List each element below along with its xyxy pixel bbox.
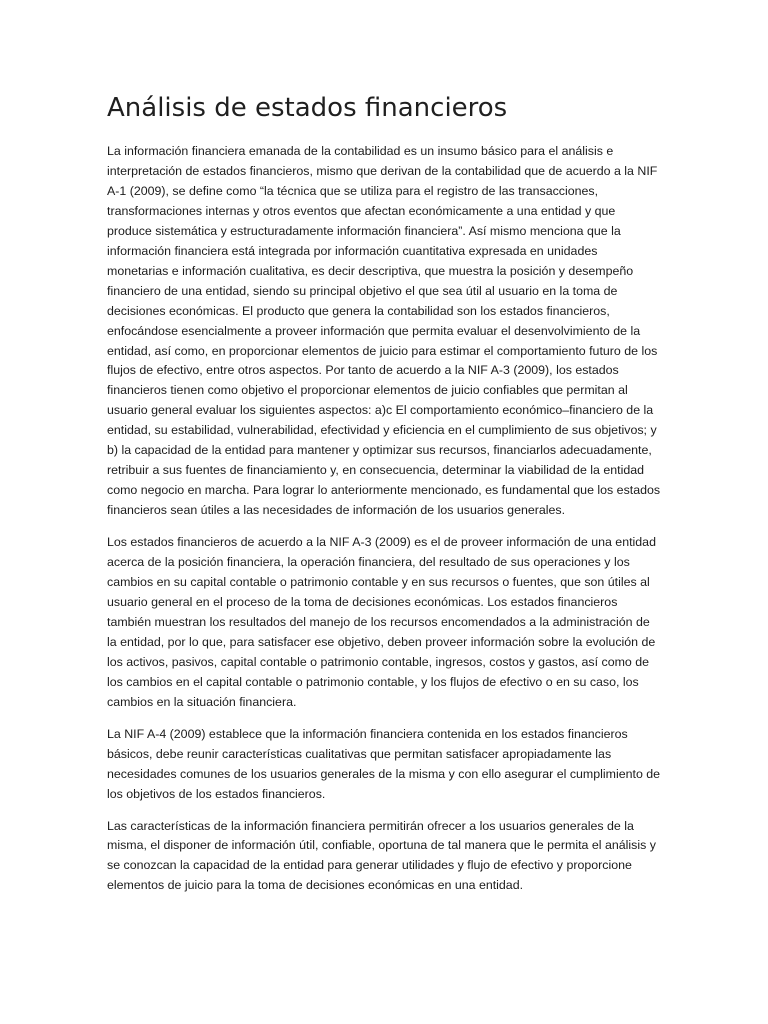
paragraph-3: La NIF A-4 (2009) establece que la información financiera contenida en los estados financieros básicos, debe reunir características cualitativas que permitan satisfacer apropiadamente las necesidades comunes de los usuarios generales de la misma y con ello asegurar el cumplimiento de los objetivos de los estados financieros.	[107, 726, 661, 801]
document-body	[107, 88, 661, 908]
paragraph-1: La información financiera emanada de la contabilidad es un insumo básico para el análisis e interpretación de estados financieros, mismo que derivan de la contabilidad que de acuerdo a la NIF A-1 (2009), se define como “la técnica que se utiliza para el registro de las transacciones, transformaciones internas y otros eventos que afectan económicamente a una entidad y que produce sistemática y estructuradamente información financiera”. Así mismo menciona que la información financiera está integrada por información cuantitativa expresada en unidades monetarias e información cualitativa, es decir descriptiva, que muestra la posición y desempeño financiero de una entidad, siendo su principal objetivo el que sea útil al usuario en la toma de decisiones económicas. El producto que genera la contabilidad son los estados financieros, enfocándose esencialmente a proveer información que permita evaluar el desenvolvimiento de la entidad, así como, en proporcionar elementos de juicio para estimar el comportamiento futuro de los flujos de efectivo, entre otros aspectos. Por tanto de acuerdo a la NIF A-3 (2009), los estados financieros tienen como objetivo el proporcionar elementos de juicio confiables que permitan al usuario general evaluar los siguientes aspectos: a)c El comportamiento económico–financiero de la entidad, su estabilidad, vulnerabilidad, efectividad y eficiencia en el cumplimiento de sus objetivos; y b) la capacidad de la entidad para mantener y optimizar sus recursos, financiarlos adecuadamente, retribuir a sus fuentes de financiamiento y, en consecuencia, determinar la viabilidad de la entidad como negocio en marcha. Para lograr lo anteriormente mencionado, es fundamental que los estados financieros sean útiles a las necesidades de información de los usuarios generales.	[107, 144, 661, 518]
paragraph-4: Las características de la información financiera permitirán ofrecer a los usuarios generales de la misma, el disponer de información útil, confiable, oportuna de tal manera que le permita el análisis y se conozcan la capacidad de la entidad para generar utilidades y flujo de efectivo y proporcione elementos de juicio para la toma de decisiones económicas en una entidad.	[107, 818, 656, 893]
paragraph-2: Los estados financieros de acuerdo a la NIF A-3 (2009) es el de proveer información de una entidad acerca de la posición financiera, la operación financiera, del resultado de sus operaciones y los cambios en su capital contable o patrimonio contable y en sus recursos o fuentes, que son útiles al usuario general en el proceso de la toma de decisiones económicas. Los estados financieros también muestran los resultados del manejo de los recursos encomendados a la administración de la entidad, por lo que, para satisfacer ese objetivo, deben proveer información sobre la evolución de los activos, pasivos, capital contable o patrimonio contable, ingresos, costos y gastos, así como de los cambios en el capital contable o patrimonio contable, y los flujos de efectivo o en su caso, los cambios en la situación financiera.	[107, 535, 656, 709]
page-title: Análisis de estados financieros	[107, 93, 508, 123]
